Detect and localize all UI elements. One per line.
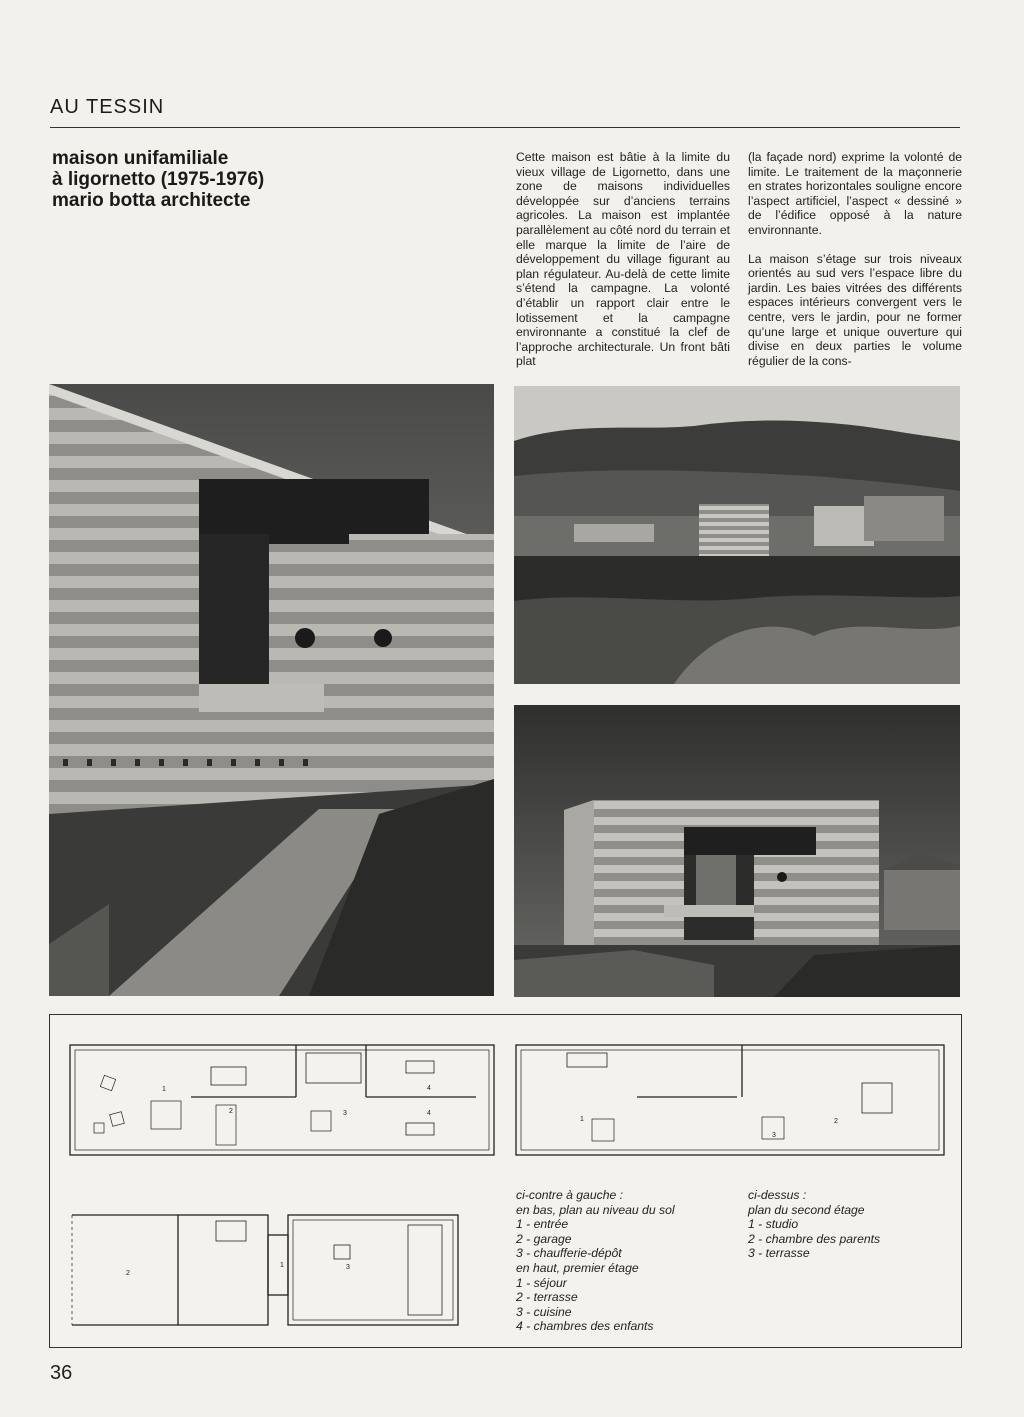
- caption-line: ci-dessus :: [748, 1188, 807, 1202]
- caption-line: 1 - entrée: [516, 1217, 569, 1232]
- plan-ground-floor: [68, 1195, 498, 1335]
- caption-line: 4 - chambres des enfants: [516, 1319, 654, 1334]
- facade-photo-illustration: [49, 384, 494, 996]
- caption-line: ci-contre à gauche :: [516, 1188, 624, 1202]
- caption-line: 3 - cuisine: [516, 1304, 572, 1319]
- floor-plans: [49, 1014, 962, 1348]
- house-photo-illustration: [514, 705, 960, 997]
- caption-line: en bas, plan au niveau du sol: [516, 1202, 675, 1217]
- photo-facade-closeup: [49, 384, 494, 996]
- landscape-photo-illustration: [514, 386, 960, 684]
- header-rule: [50, 127, 960, 128]
- plan-label: 3: [346, 1264, 350, 1271]
- plan-label: 2: [126, 1270, 130, 1277]
- photo-landscape: [514, 386, 960, 684]
- plan-label: 4: [427, 1085, 431, 1092]
- caption-right: [748, 1188, 948, 1261]
- caption-line: plan du second étage: [748, 1202, 865, 1217]
- photo-house-exterior: [514, 705, 960, 997]
- plan-label: 2: [834, 1118, 838, 1125]
- plan-label: 4: [427, 1110, 431, 1117]
- plan-label: 2: [229, 1108, 233, 1115]
- body-paragraph: Cette maison est bâtie à la limite du vieux village de Ligornetto, dans une zone de maisons individuelles développée sur d’anciens terrains agricoles. La maison est implantée parallèlement au côté nord du terrain et elle marque la limite de l’aire de développement du village figurant au plan régulateur. Au-delà de cette limite s’étend la campagne. La volonté d’établir un rapport clair entre le lotissement et la campagne environnante a constitué la clef de l’approche architecturale. Un front bâti plat: [516, 150, 730, 369]
- page-number: 36: [50, 1362, 73, 1384]
- caption-line: 2 - terrasse: [516, 1290, 578, 1305]
- body-paragraph: La maison s’étage sur trois niveaux orientés au sud vers l’espace libre du jardin. Les baies vitrées des différents espaces intérieurs convergent vers le centre, vers le jardin, pour ne former qu’une large et unique ouverture qui divise en deux parties le volume régulier de la cons-: [748, 251, 962, 368]
- caption-left: [516, 1188, 728, 1334]
- section-title: AU TESSIN: [50, 96, 165, 118]
- caption-line: 3 - chaufferie-dépôt: [516, 1246, 622, 1261]
- title-line-1: maison unifamiliale: [52, 148, 229, 169]
- plan-label: 3: [772, 1132, 776, 1139]
- plan-label: 3: [343, 1110, 347, 1117]
- title-line-2: à ligornetto (1975-1976): [52, 169, 265, 190]
- body-column-2: [748, 150, 962, 382]
- plan-label: 1: [280, 1262, 284, 1269]
- plan-label: 1: [580, 1116, 584, 1123]
- caption-line: en haut, premier étage: [516, 1260, 639, 1275]
- body-paragraph: (la façade nord) exprime la volonté de limite. Le traitement de la maçonnerie en strates horizontales souligne encore l’aspect artificiel, l’aspect « dessiné » de l’édifice opposé à la nature environnante.: [748, 150, 962, 237]
- caption-line: 1 - séjour: [516, 1275, 567, 1290]
- plan-first-floor: [66, 1041, 498, 1181]
- body-column-1: [516, 150, 730, 383]
- caption-line: 3 - terrasse: [748, 1246, 810, 1261]
- title-line-3: mario botta architecte: [52, 190, 251, 211]
- caption-line: 1 - studio: [748, 1217, 799, 1232]
- plan-label: 1: [162, 1086, 166, 1093]
- article-title: [52, 148, 264, 211]
- caption-line: 2 - chambre des parents: [748, 1231, 881, 1246]
- caption-line: 2 - garage: [516, 1231, 572, 1246]
- plan-second-floor: [512, 1041, 952, 1181]
